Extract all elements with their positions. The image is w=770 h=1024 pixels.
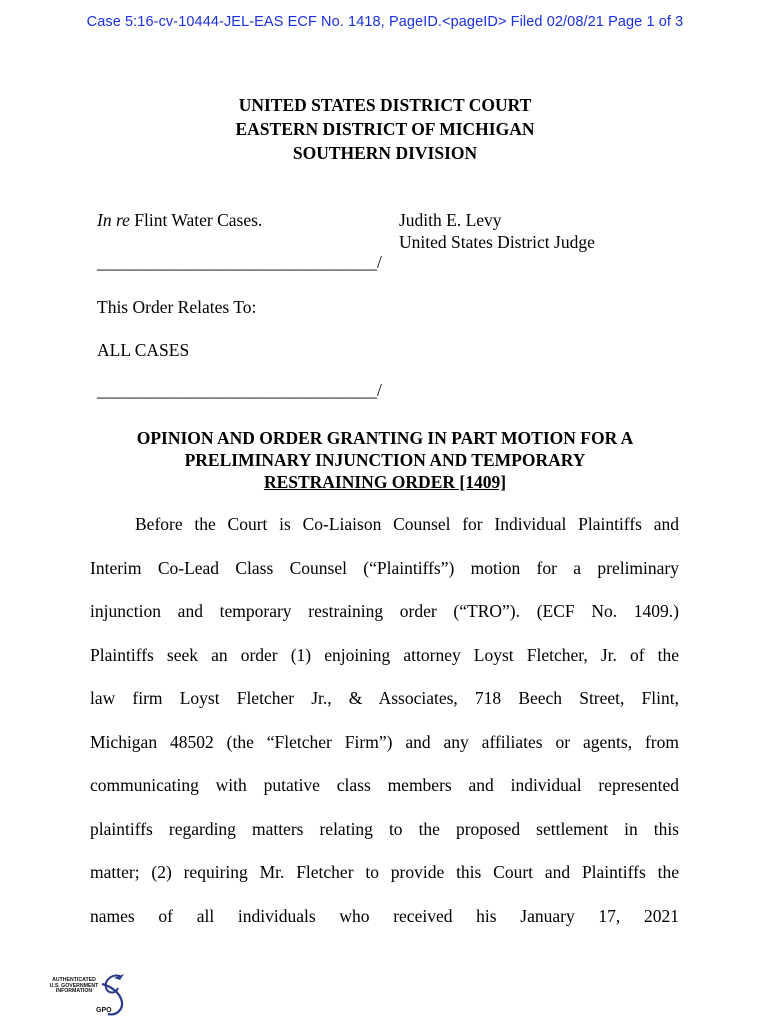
all-cases-label: ALL CASES: [97, 340, 190, 360]
body-line: Before the Court is Co-Liaison Counsel for Individual Plaintiffs and: [135, 514, 679, 534]
body-line: injunction and temporary restraining order (“TRO”). (ECF No. 1409.): [90, 601, 679, 621]
court-name: UNITED STATES DISTRICT COURT: [238, 95, 532, 115]
case-name: Flint Water Cases.: [129, 210, 263, 230]
order-title-line-3: RESTRAINING ORDER [1409]: [263, 472, 507, 492]
judge-name: Judith E. Levy: [399, 210, 502, 230]
court-heading: [0, 93, 770, 165]
gpo-seal-text: AUTHENTICATED U.S. GOVERNMENT INFORMATION: [49, 977, 99, 995]
caption-separator-bottom: ________________________________/: [97, 380, 382, 400]
caption-separator-top: ________________________________/: [97, 252, 382, 272]
order-title-line-1: OPINION AND ORDER GRANTING IN PART MOTION FOR A: [136, 428, 634, 448]
order-title-line-2: PRELIMINARY INJUNCTION AND TEMPORARY: [184, 450, 586, 470]
court-district: EASTERN DISTRICT OF MICHIGAN: [235, 119, 535, 139]
body-line: plaintiffs regarding matters relating to the proposed settlement in this: [90, 819, 679, 839]
ecf-filing-header: Case 5:16-cv-10444-JEL-EAS ECF No. 1418, PageID.<pageID> Filed 02/08/21 Page 1 of 3: [86, 14, 684, 30]
court-division: SOUTHERN DIVISION: [292, 143, 478, 163]
order-title: [0, 427, 770, 493]
body-line: Michigan 48502 (the “Fletcher Firm”) and any affiliates or agents, from: [90, 732, 679, 752]
body-line: matter; (2) requiring Mr. Fletcher to provide this Court and Plaintiffs the: [90, 862, 679, 882]
body-line: Plaintiffs seek an order (1) enjoining attorney Loyst Fletcher, Jr. of the: [90, 645, 679, 665]
relates-to-label: This Order Relates To:: [97, 297, 257, 317]
judge-block: [399, 209, 595, 253]
body-line: Interim Co-Lead Class Counsel (“Plaintiffs”) motion for a preliminary: [90, 558, 679, 578]
case-caption: [97, 210, 262, 231]
judge-title: United States District Judge: [399, 232, 595, 252]
gpo-label: GPO: [96, 1007, 112, 1014]
body-line: names of all individuals who received his January 17, 2021: [90, 906, 679, 926]
gpo-eagle-icon: [90, 972, 130, 1018]
body-line: law firm Loyst Fletcher Jr., & Associates, 718 Beech Street, Flint,: [90, 688, 679, 708]
in-re-label: In re: [97, 210, 130, 230]
body-line: communicating with putative class members and individual represented: [90, 775, 679, 795]
gpo-authentication-seal: [42, 972, 132, 1018]
